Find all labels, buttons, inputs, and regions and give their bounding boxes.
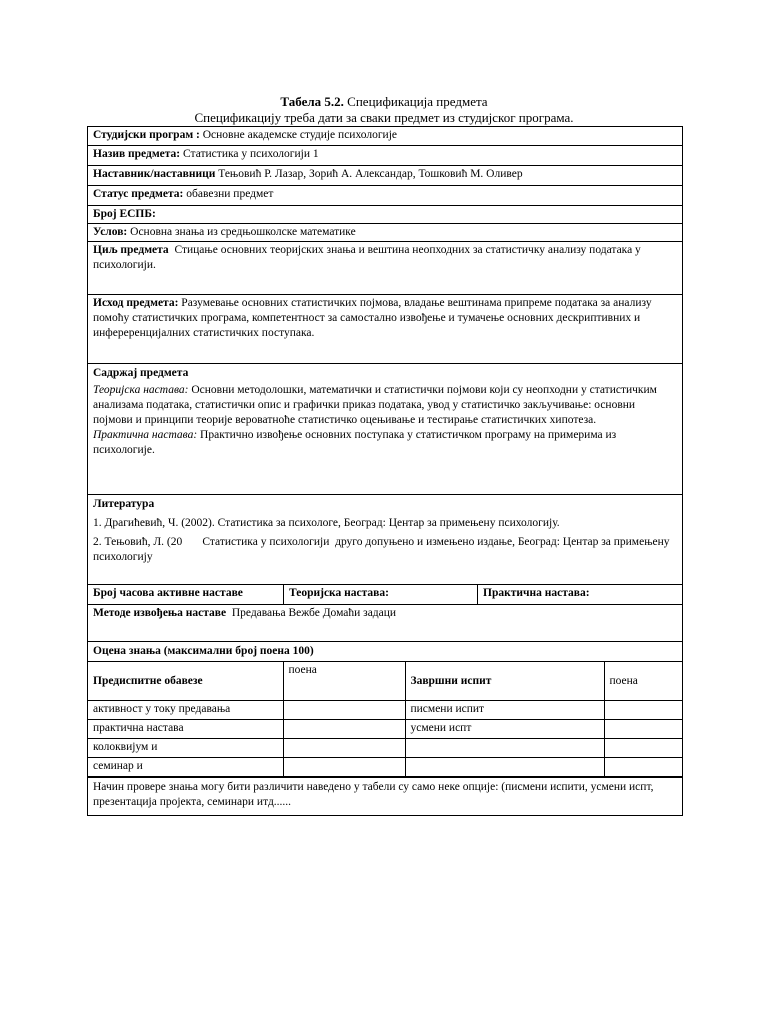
practice-label: Практична настава: [93, 429, 198, 441]
grading-note: Начин провере знања могу бити различити наведено у табели су само неке опције: (писмени испити, усмени испт, презентација пројекта, семинари итд...... [93, 780, 654, 808]
course-value: Статистика у психологији 1 [183, 148, 319, 160]
practice-text: Практично извођење основних поступака у статистичком програму на примерима из психологије. [93, 429, 617, 456]
row-outcome [88, 295, 682, 364]
row-content [88, 364, 682, 495]
points2-cell [604, 757, 682, 776]
grading-table [88, 662, 682, 777]
col-points-header: поена [283, 662, 405, 700]
literature-label: Литература [93, 498, 155, 510]
condition-value: Основна знања из средњошколске математике [130, 226, 356, 238]
points-cell [283, 757, 405, 776]
condition-label: Услов: [93, 226, 128, 238]
row-literature [88, 495, 682, 585]
pre-cell: колоквијум и [88, 738, 283, 757]
col-points2-header: поена [604, 662, 682, 700]
methods-value: Предавања Вежбе Домаћи задаци [231, 607, 397, 619]
row-grading-note [88, 778, 682, 815]
pre-cell: практична настава [88, 719, 283, 738]
teachers-label: Наставник/наставници [93, 168, 216, 180]
hours-theory: Теоријска настава: [284, 585, 478, 604]
points-cell [283, 700, 405, 719]
table-subtitle: Спецификацију треба дати за сваки предмет из студијског програма. [194, 110, 574, 125]
pre-cell: семинар и [88, 757, 283, 776]
hours-label: Број часова активне наставе [88, 585, 284, 604]
program-value: Основне академске студије психологије [202, 129, 398, 141]
points-cell [283, 719, 405, 738]
content-practice [93, 428, 677, 458]
table-caption [0, 94, 768, 109]
specification-table [87, 126, 683, 816]
row-goal [88, 242, 682, 295]
table-row [88, 757, 682, 776]
content-label: Садржај предмета [93, 367, 189, 379]
theory-label: Теоријска настава: [93, 384, 189, 396]
goal-label: Циљ предмета [93, 244, 169, 256]
grading-header-row [88, 662, 682, 700]
goal-value: Стицање основних теоријских знања и вештина неопходних за статистичку анализу података у психологији. [93, 244, 641, 271]
status-label: Статус предмета: [93, 188, 184, 200]
points2-cell [604, 700, 682, 719]
row-grading-table [88, 662, 682, 778]
row-ects [88, 206, 682, 224]
teachers-value: Тењовић Р. Лазар, Зорић А. Александар, Тошковић М. Оливер [218, 168, 523, 180]
outcome-value: Разумевање основних статистичких појмова, владање вештинама припреме података за анализу помоћу статистичких програма, компетентност за самостално извођење и тумачење основних дескриптивних и инферeренцијалних статистичких поступака. [93, 297, 652, 339]
theory-text: Основни методолошки, математички и статистички појмови који су неопходни у статистичким анализама података, статистички опис и графички приказ података, увод у статистичко закључивање: основни појмови и принципи теорије вероватноће статистичко оцењивање и тестирање статистичких хипотеза. [93, 384, 657, 426]
final-cell [405, 757, 604, 776]
final-cell: усмени испт [405, 719, 604, 738]
course-label: Назив предмета: [93, 148, 181, 160]
outcome-label: Исход предмета: [93, 297, 179, 309]
table-row [88, 738, 682, 757]
points2-cell [604, 738, 682, 757]
table-row [88, 719, 682, 738]
methods-label: Методе извођења наставе [93, 607, 227, 619]
table-title: Спецификација предмета [347, 94, 488, 109]
literature-item: 1. Драгићевић, Ч. (2002). Статистика за психологе, Београд: Центар за примењену психологију. [93, 517, 560, 529]
program-label: Студијски програм : [93, 129, 200, 141]
row-condition [88, 224, 682, 242]
ects-label: Број ЕСПБ: [93, 208, 156, 220]
row-hours [88, 585, 682, 605]
col-final-header: Завршни испит [405, 662, 604, 700]
content-theory [93, 383, 677, 428]
row-methods [88, 605, 682, 642]
points2-cell [604, 719, 682, 738]
final-cell [405, 738, 604, 757]
status-value: обавезни предмет [186, 188, 274, 200]
pre-cell: активност у току предавања [88, 700, 283, 719]
row-grading-title [88, 642, 682, 662]
row-status [88, 186, 682, 206]
literature-item: 2. Тењовић, Л. (20 Статистика у психологији друго допуњено и измењено издање, Београд: Центар за примењену психологију [93, 536, 673, 563]
row-program [88, 127, 682, 146]
table-row [88, 700, 682, 719]
final-cell: писмени испит [405, 700, 604, 719]
col-pre-header: Предиспитне обавезе [88, 662, 283, 700]
row-course [88, 146, 682, 166]
row-teachers [88, 166, 682, 186]
table-number: Табела 5.2. [280, 94, 344, 109]
hours-practice: Практична настава: [483, 587, 590, 599]
grading-label: Оцена знања (максимални број поена 100) [93, 645, 314, 657]
points-cell [283, 738, 405, 757]
